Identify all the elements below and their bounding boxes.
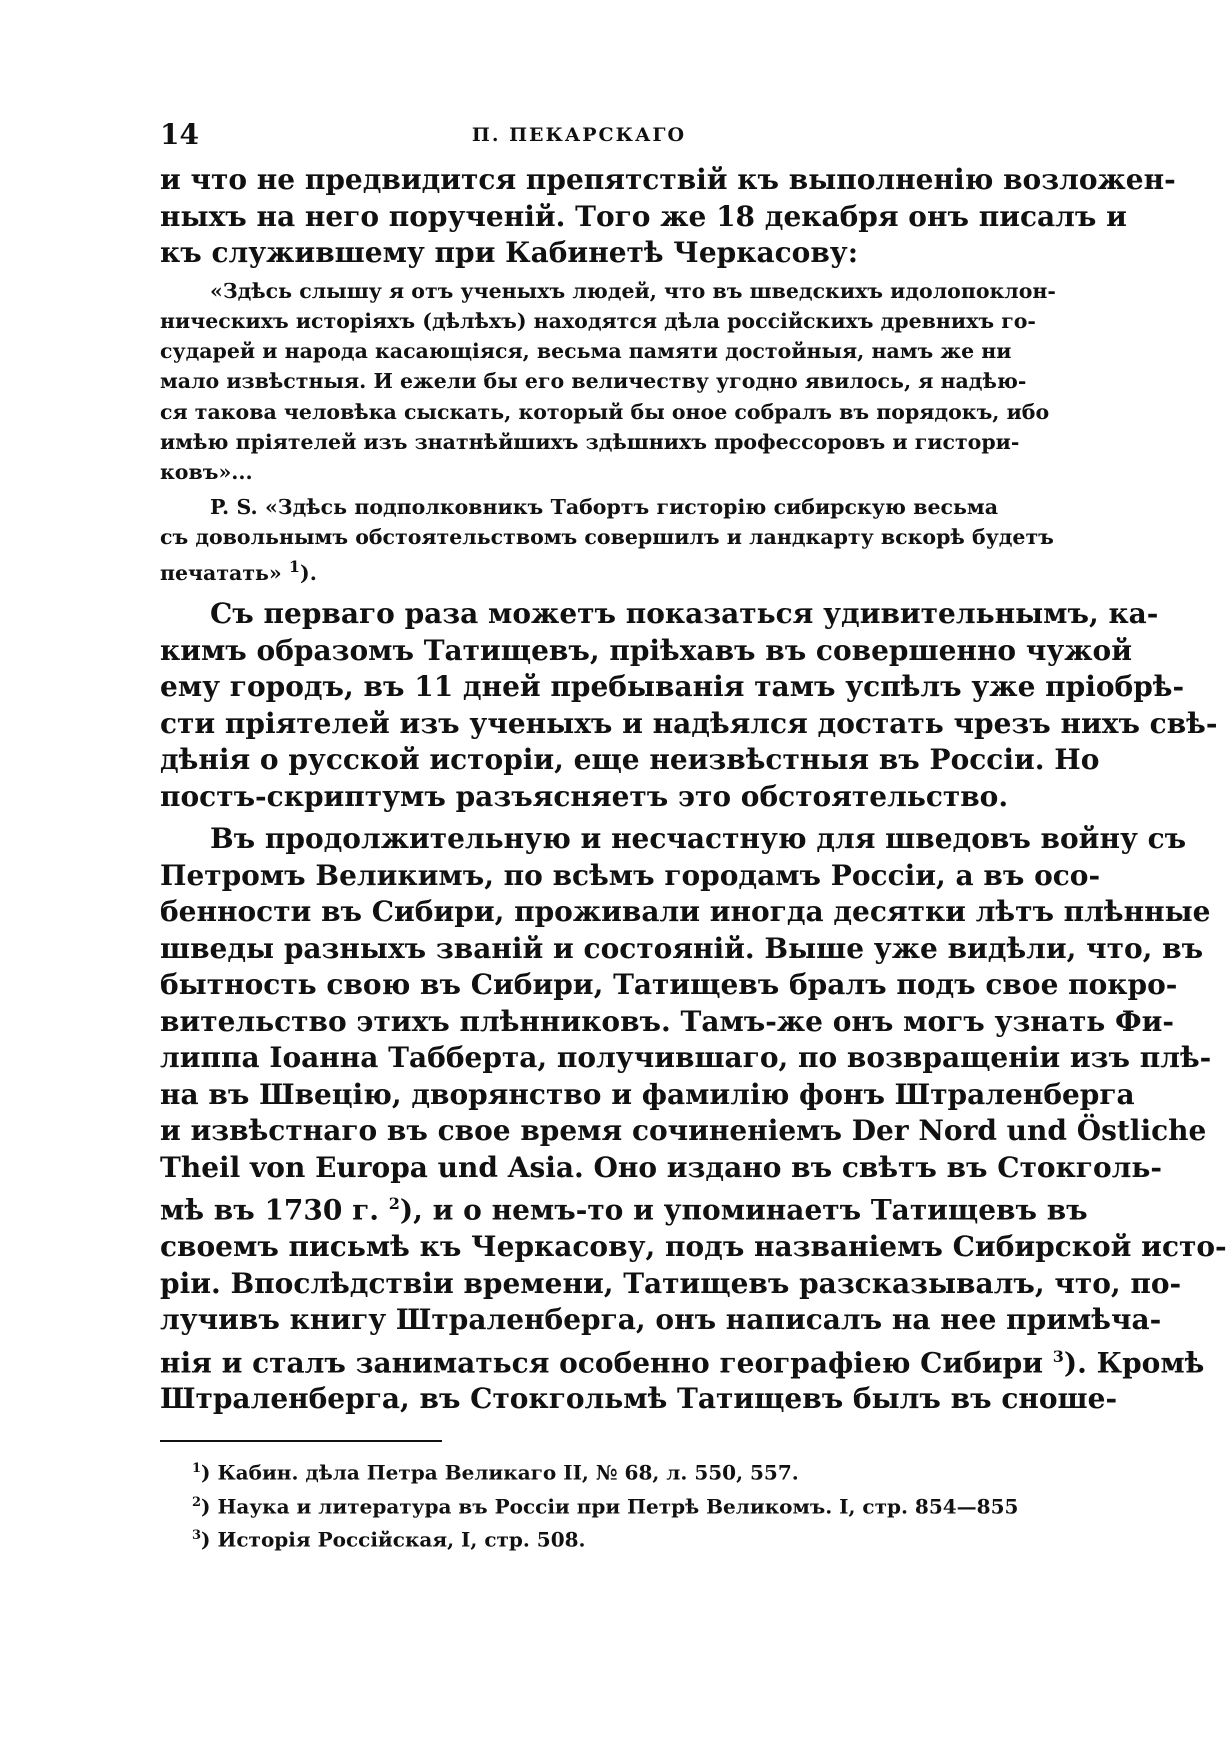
text-line: ныхъ на него порученій. Того же 18 декабря онъ писалъ и [160,199,1127,233]
quote-line: мало извѣстныя. И ежели бы его величеству угодно явилось, я надѣю- [160,369,1027,394]
text-line [160,1339,1205,1382]
footnote-item [160,1454,998,1488]
intro-paragraph [160,162,1176,272]
footnote-ref-2: 2 [388,1194,400,1214]
footnote-divider [160,1440,442,1442]
text-line: Theil von Europa und Asia. Оно издано въ свѣтъ въ Стокголь- [160,1150,1163,1184]
quote-line: ся такова человѣка сыскать, который бы оное собралъ въ порядокъ, ибо [160,399,1050,424]
text-line: Въ продолжительную и несчастную для шведовъ войну съ [210,822,1187,856]
book-page [160,118,1227,1555]
text-segment: ). Кромѣ [1063,1345,1205,1379]
quote-line: ническихъ исторіяхъ (дѣлѣхъ) находятся дѣла россійскихъ древнихъ го- [160,308,1036,333]
text-line: дѣнія о русской исторіи, еще неизвѣстныя въ Россіи. Но [160,743,1100,777]
text-line: Штраленберга, въ Стокгольмѣ Татищевъ былъ въ сноше- [160,1382,1118,1416]
footnote-mark: 3 [192,1528,202,1544]
text-line: на въ Швецію, дворянство и фамилію фонъ Штраленберга [160,1077,1135,1111]
quote-line: ковъ»... [160,460,253,485]
text-line: своемъ письмѣ къ Черкасову, подъ названіемъ Сибирской исто- [160,1230,1227,1264]
footnote-item [160,1521,998,1555]
footnote-ref-1: 1 [288,557,301,577]
text-segment: нія и сталъ заниматься особенно географіею Сибири [160,1345,1053,1379]
footnote-text: ) Кабин. дѣла Петра Великаго II, № 68, л. 550, 557. [201,1460,799,1485]
postscript-line: съ довольнымъ обстоятельствомъ совершилъ и ландкарту вскорѣ будетъ [160,524,1054,549]
text-line: ему городъ, въ 11 дней пребыванія тамъ успѣлъ уже пріобрѣ- [160,670,1185,704]
text-line: вительство этихъ плѣнниковъ. Тамъ-же онъ могъ узнать Фи- [160,1004,1175,1038]
text-line: постъ-скриптумъ разъясняетъ это обстоятельство. [160,779,1009,813]
running-head: П. ПЕКАРСКАГО [471,124,687,146]
letter-quote [160,276,1056,488]
quote-line: «Здѣсь слышу я отъ ученыхъ людей, что въ шведскихъ идолопоклон- [210,278,1056,303]
text-line: и что не предвидится препятствій къ выполненію возложен- [160,163,1176,196]
footnote-text: ) Наука и литература въ Россіи при Петрѣ Великомъ. I, стр. 854—855 [201,1494,1019,1519]
text-segment: ), и о немъ-то и упоминаетъ Татищевъ въ [399,1193,1088,1227]
page-number: 14 [160,118,199,151]
text-line: сти пріятелей изъ ученыхъ и надѣялся достать чрезъ нихъ свѣ- [160,706,1218,740]
footnote-text: ) Исторія Россійская, I, стр. 508. [201,1527,586,1552]
quote-line: сударей и народа касающіяся, весьма памяти достойныя, намъ же ни [160,339,1012,364]
text-line: Съ перваго раза можетъ показаться удивительнымъ, ка- [210,597,1159,631]
postscript-quote [160,492,1054,589]
postscript-line: P. S. «Здѣсь подполковникъ Табортъ гисторію сибирскую весьма [210,494,998,519]
text-line: Петромъ Великимъ, по всѣмъ городамъ Россіи, а въ осо- [160,858,1101,892]
page-header [160,118,998,158]
text-line [160,1186,1088,1229]
footnotes [160,1454,1019,1555]
text-line: ріи. Впослѣдствіи времени, Татищевъ разсказывалъ, что, по- [160,1266,1182,1300]
text-line: бытность свою въ Сибири, Татищевъ бралъ подъ свое покро- [160,968,1178,1002]
postscript-text: печатать» [160,561,282,585]
footnote-mark: 2 [192,1494,202,1510]
text-line: кимъ образомъ Татищевъ, пріѣхавъ въ совершенно чужой [160,633,1132,667]
quote-line: имѣю пріятелей изъ знатнѣйшихъ здѣшнихъ профессоровъ и гистори- [160,429,1020,454]
footnote-item [160,1488,1019,1522]
paragraph-second [160,821,1227,1418]
text-line: и извѣстнаго въ свое время сочиненіемъ Der Nord und Östliche [160,1114,1207,1148]
text-line: лучивъ книгу Штраленберга, онъ написалъ на нее примѣча- [160,1303,1162,1337]
footnote-ref-3: 3 [1052,1346,1064,1366]
text-segment: мѣ въ 1730 г. [160,1193,389,1227]
postscript-tail: ). [300,561,317,585]
postscript-line [160,552,998,588]
text-line: шведы разныхъ званій и состояній. Выше уже видѣли, что, въ [160,931,1204,965]
text-line: къ служившему при Кабинетѣ Черкасову: [160,236,859,269]
footnote-mark: 1 [192,1460,202,1476]
text-line: липпа Іоанна Табберта, получившаго, по возвращеніи изъ плѣ- [160,1041,1212,1075]
text-line: бенности въ Сибири, проживали иногда десятки лѣтъ плѣнные [160,895,1211,929]
paragraph-first [160,596,1218,815]
